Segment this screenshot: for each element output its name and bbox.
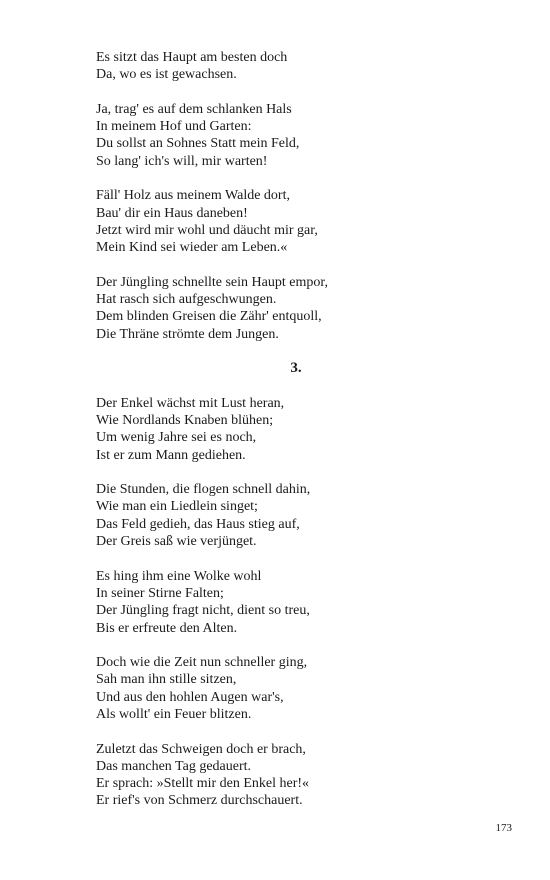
verse-line: In seiner Stirne Falten; [96, 585, 224, 601]
stanza [96, 187, 426, 256]
stanza [96, 654, 426, 723]
verse-line: Das manchen Tag gedauert. [96, 758, 252, 774]
stanza [96, 395, 426, 464]
page-number: 173 [495, 822, 512, 834]
verse-line: Er sprach: »Stellt mir den Enkel her!« [96, 776, 310, 792]
verse-line: Jetzt wird mir wohl und däucht mir gar, [96, 222, 318, 238]
verse-line: Es hing ihm eine Wolke wohl [96, 568, 262, 584]
verse-line: Bau' dir ein Haus daneben! [96, 205, 248, 221]
stanza [96, 49, 426, 84]
section-number: 3. [290, 360, 302, 377]
verse-line: Der Jüngling fragt nicht, dient so treu, [96, 603, 310, 619]
verse-line: Die Stunden, die flogen schnell dahin, [96, 482, 311, 498]
verse-line: Der Jüngling schnellte sein Haupt empor, [96, 274, 328, 290]
verse-line: Hat rasch sich aufgeschwungen. [96, 292, 277, 308]
verse-line: Er rief's von Schmerz durchschauert. [96, 793, 303, 809]
stanza [96, 741, 426, 810]
verse-line: Ist er zum Mann gediehen. [96, 447, 246, 463]
verse-line: Die Thräne strömte dem Jungen. [96, 326, 279, 342]
stanza [96, 568, 426, 637]
verse-line: Das Feld gedieh, das Haus stieg auf, [96, 516, 300, 532]
verse-line: Da, wo es ist gewachsen. [96, 67, 237, 83]
verse-line: Um wenig Jahre sei es noch, [96, 430, 257, 446]
verse-line: Und aus den hohlen Augen war's, [96, 689, 284, 705]
verse-line: Doch wie die Zeit nun schneller ging, [96, 655, 308, 671]
verse-line: Der Greis saß wie verjünget. [96, 534, 257, 550]
verse-line: Sah man ihn stille sitzen, [96, 672, 237, 688]
poem-text [96, 49, 426, 827]
verse-line: Es sitzt das Haupt am besten doch [96, 50, 288, 65]
verse-line: Bis er erfreute den Alten. [96, 620, 238, 636]
verse-line: Mein Kind sei wieder am Leben.« [96, 240, 288, 256]
verse-line: Zuletzt das Schweigen doch er brach, [96, 741, 306, 757]
verse-line: In meinem Hof und Garten: [96, 119, 252, 135]
verse-line: Ja, trag' es auf dem schlanken Hals [96, 101, 292, 117]
verse-line: Dem blinden Greisen die Zähr' entquoll, [96, 309, 322, 325]
verse-line: Du sollst an Sohnes Statt mein Feld, [96, 136, 300, 152]
stanza [96, 481, 426, 550]
verse-line: Wie Nordlands Knaben blühen; [96, 412, 274, 428]
stanza [96, 101, 426, 170]
verse-line: So lang' ich's will, mir warten! [96, 153, 268, 169]
stanza [96, 274, 426, 343]
verse-line: Wie man ein Liedlein singet; [96, 499, 258, 515]
verse-line: Der Enkel wächst mit Lust heran, [96, 395, 285, 411]
verse-line: Fäll' Holz aus meinem Walde dort, [96, 188, 290, 204]
verse-line: Als wollt' ein Feuer blitzen. [96, 706, 252, 722]
